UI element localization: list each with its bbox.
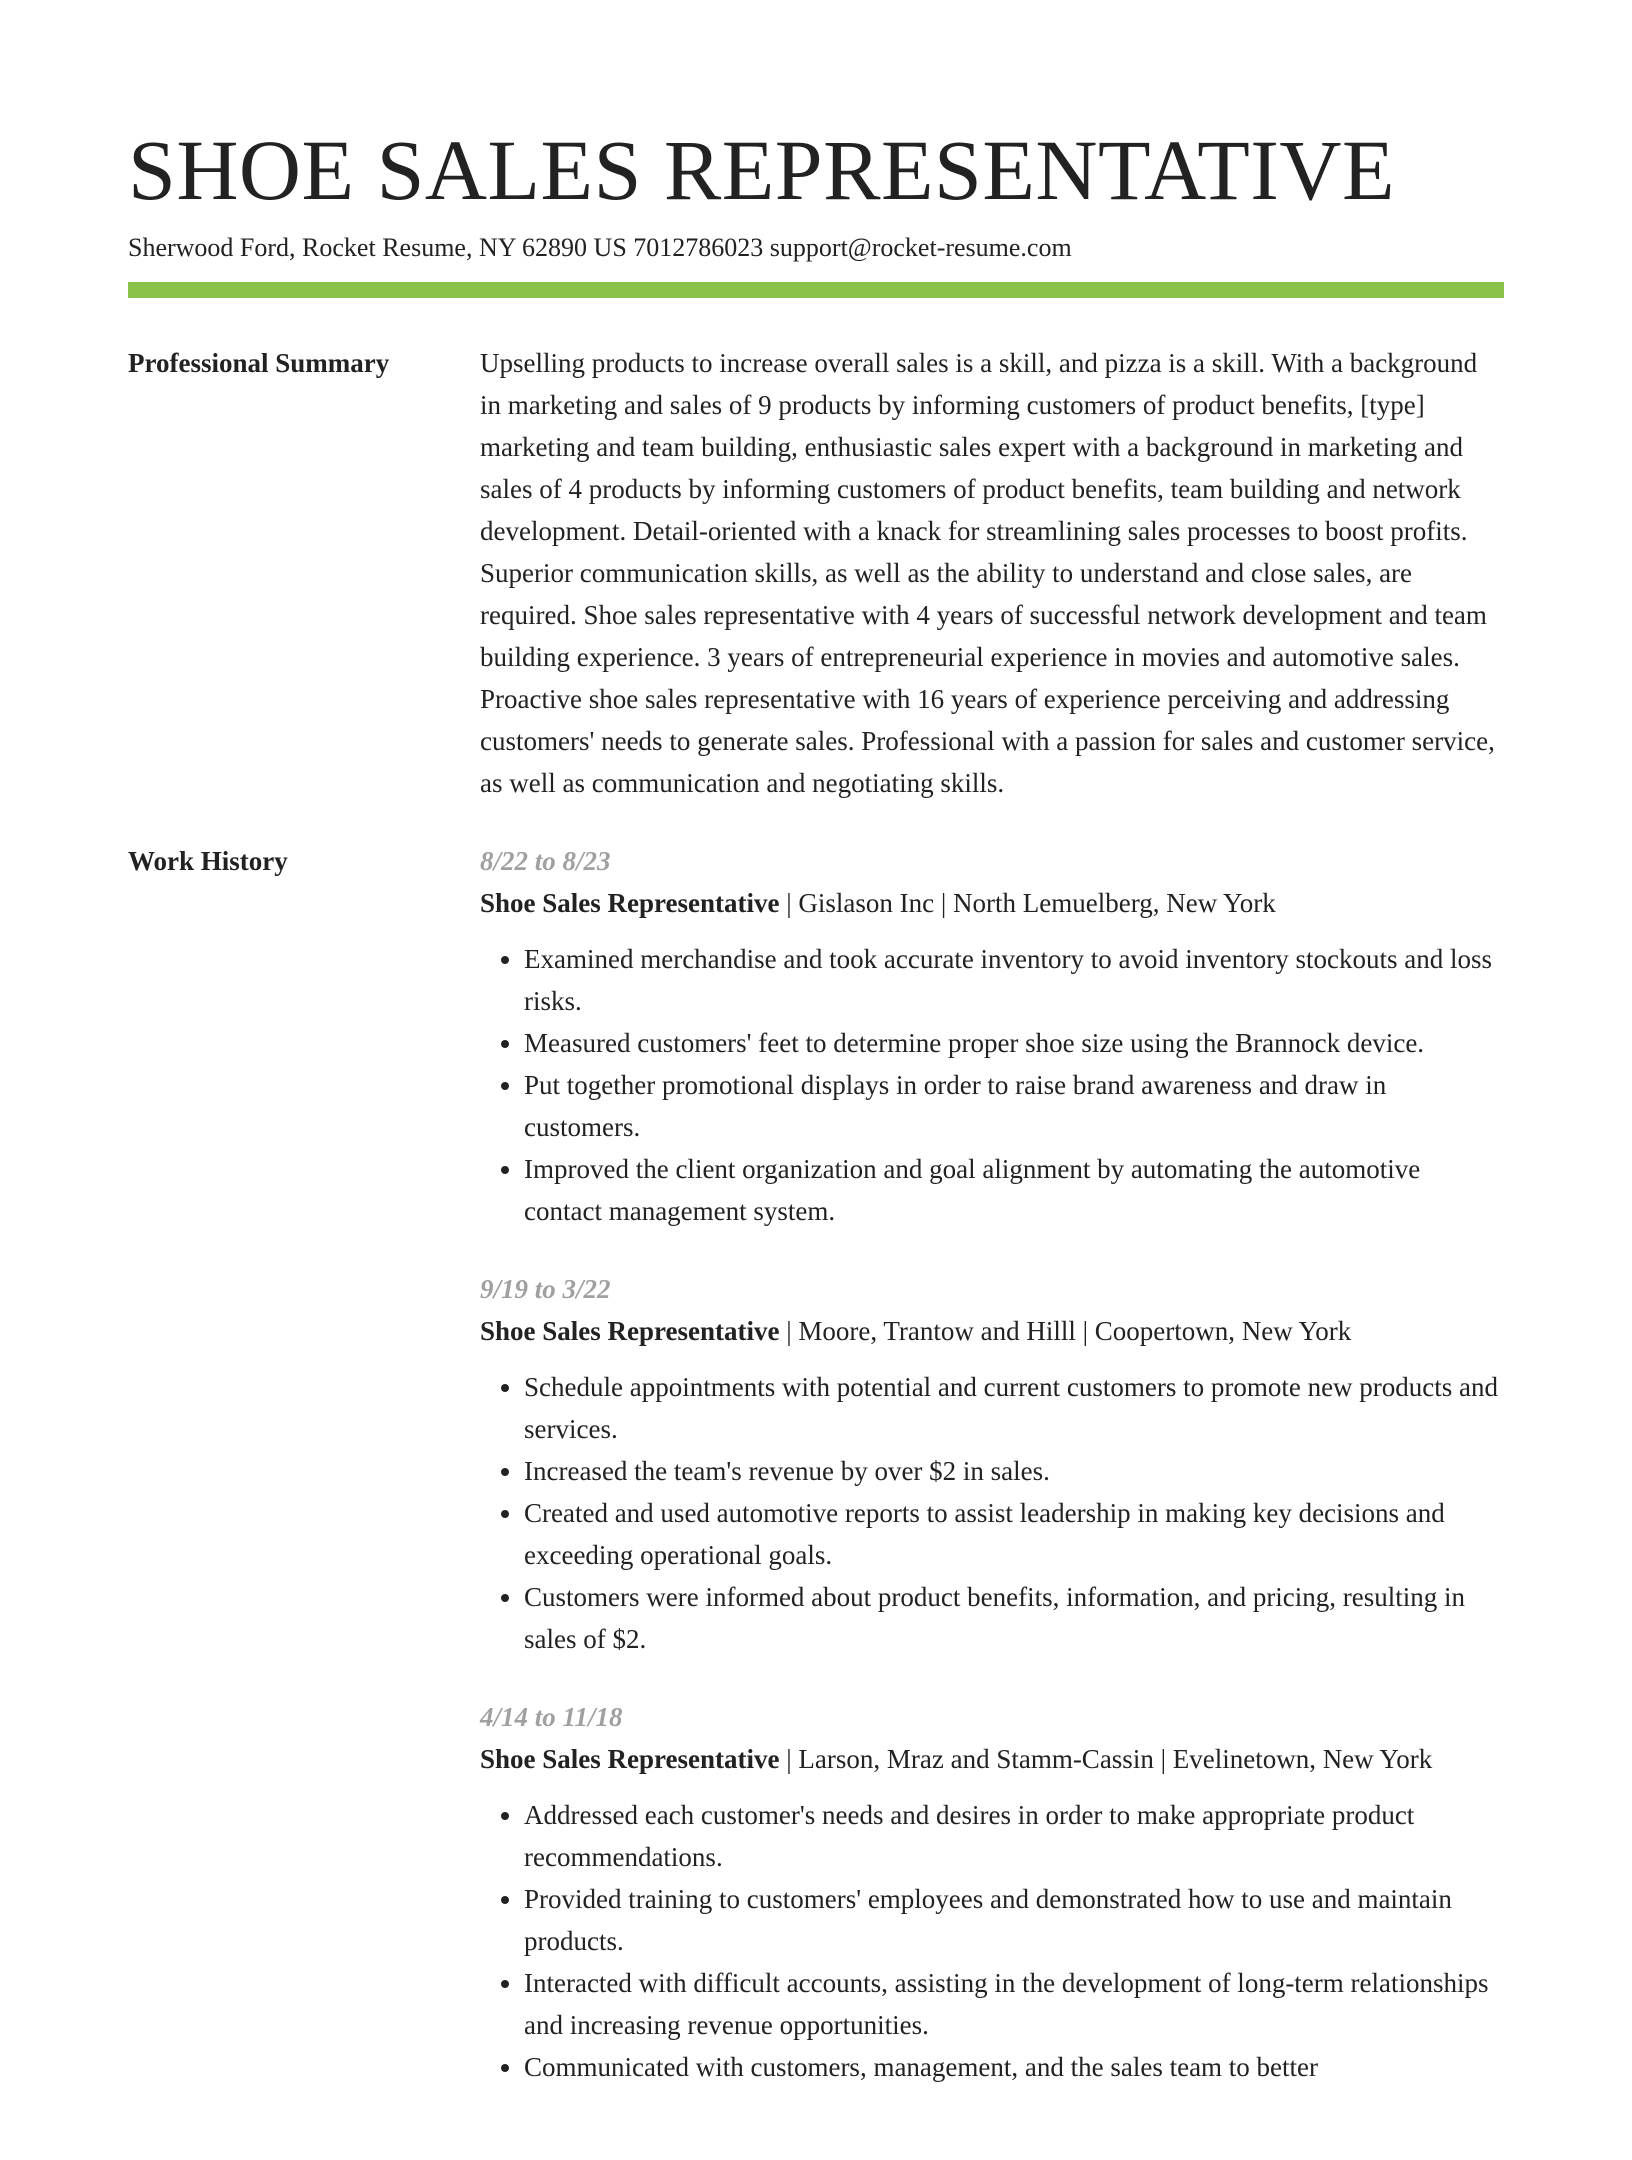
work-history-section xyxy=(128,840,1504,2124)
summary-label: Professional Summary xyxy=(128,348,390,378)
job-bullet: • Communicated with customers, management, and the sales team to better xyxy=(524,2046,1504,2088)
job-dates: 9/19 to 3/22 xyxy=(480,1274,611,1304)
summary-text: Upselling products to increase overall sales is a skill, and pizza is a skill. With a background in marketing and sales of 9 products by informing customers of product benefits, [type] marketing and team building, enthusiastic sales expert with a background in marketing and sales of 4 products by informing customers of product benefits, team building and network development. Detail-oriented with a knack for streamlining sales processes to boost profits. Superior communication skills, as well as the ability to understand and close sales, are required. Shoe sales representative with 4 years of successful network development and team building experience. 3 years of entrepreneurial experience in movies and automotive sales. Proactive shoe sales representative with 16 years of experience perceiving and addressing customers' needs to generate sales. Professional with a passion for sales and customer service, as well as communication and negotiating skills. xyxy=(480,348,1495,798)
job-title-line xyxy=(480,882,1504,924)
job-details: | Larson, Mraz and Stamm-Cassin | Evelinetown, New York xyxy=(779,1744,1433,1774)
job-bullet-list xyxy=(480,1794,1504,2088)
contact-line: Sherwood Ford, Rocket Resume, NY 62890 US 7012786023 support@rocket-resume.com xyxy=(128,233,1072,262)
job-bullet-list xyxy=(480,1366,1504,1660)
job-bullet: • Put together promotional displays in order to raise brand awareness and draw in customers. xyxy=(524,1064,1504,1148)
resume-title: SHOE SALES REPRESENTATIVE xyxy=(128,122,1396,218)
job-bullet: • Created and used automotive reports to assist leadership in making key decisions and exceeding operational goals. xyxy=(524,1492,1504,1576)
job-entry xyxy=(480,840,1504,1232)
job-bullet: • Measured customers' feet to determine proper shoe size using the Brannock device. xyxy=(524,1022,1504,1064)
work-history-body xyxy=(480,840,1504,2124)
job-title: Shoe Sales Representative xyxy=(480,1744,780,1774)
job-title: Shoe Sales Representative xyxy=(480,888,780,918)
summary-body xyxy=(480,342,1504,804)
job-bullet-list xyxy=(480,938,1504,1232)
job-bullet: • Addressed each customer's needs and desires in order to make appropriate product recommendations. xyxy=(524,1794,1504,1878)
job-bullet: • Interacted with difficult accounts, assisting in the development of long-term relationships and increasing revenue opportunities. xyxy=(524,1962,1504,2046)
job-title-line xyxy=(480,1738,1504,1780)
work-history-label: Work History xyxy=(128,846,288,876)
job-entry xyxy=(480,1696,1504,2088)
job-bullet: • Examined merchandise and took accurate inventory to avoid inventory stockouts and loss risks. xyxy=(524,938,1504,1022)
job-title-line xyxy=(480,1310,1504,1352)
job-entry xyxy=(480,1268,1504,1660)
job-bullet: • Schedule appointments with potential and current customers to promote new products and services. xyxy=(524,1366,1504,1450)
job-title: Shoe Sales Representative xyxy=(480,1316,780,1346)
job-bullet: • Improved the client organization and goal alignment by automating the automotive contact management system. xyxy=(524,1148,1504,1232)
job-bullet: • Increased the team's revenue by over $2 in sales. xyxy=(524,1450,1504,1492)
job-bullet: • Customers were informed about product benefits, information, and pricing, resulting in sales of $2. xyxy=(524,1576,1504,1660)
job-dates: 8/22 to 8/23 xyxy=(480,846,611,876)
job-details: | Moore, Trantow and Hilll | Coopertown, New York xyxy=(779,1316,1352,1346)
resume-page xyxy=(128,120,1504,2160)
summary-section xyxy=(128,342,1504,804)
job-bullet: • Provided training to customers' employees and demonstrated how to use and maintain products. xyxy=(524,1878,1504,1962)
job-dates: 4/14 to 11/18 xyxy=(480,1702,623,1732)
header-divider xyxy=(128,282,1504,298)
job-details: | Gislason Inc | North Lemuelberg, New York xyxy=(779,888,1276,918)
